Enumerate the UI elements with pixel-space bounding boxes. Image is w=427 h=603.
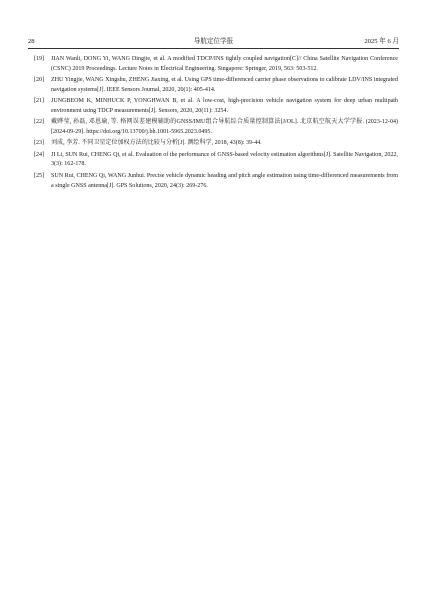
reference-text: ZHU Yingjie, WANG Xingshu, ZHENG Jiaxing, et al. Using GPS time-differenced carrier phase observations to calibrate LDV/INS integrated navigation systems[J]. IEEE Sensors Journal, 2020, 20(1): 405-414. [51, 77, 398, 93]
reference-item [28, 55, 398, 75]
reference-text: JIAN Wanli, DONG Yi, WANG Dingjie, et al. A modified TDCP/INS tightly coupled navigation[C]// China Satellite Navigation Conference (CSNC) 2019 Proceedings. Lecture Notes in Electrical Engineering. Singapore: Springer, 2019, 563: 503-512. [51, 56, 398, 72]
reference-text: JI Li, SUN Rui, CHENG Qi, et al. Evaluation of the performance of GNSS-based velocity estimation algorithms[J]. Satellite Navigation, 2022, 3(3): 162-178. [51, 151, 398, 168]
reference-text: SUN Rui, CHENG Qi, WANG Junhui. Precise vehicle dynamic heading and pitch angle estimation using time-differenced measurements from a single GNSS antenna[J]. GPS Solutions, 2020, 24(3): 269-276. [51, 172, 398, 189]
journal-title: 导航定位学报 [193, 38, 234, 45]
reference-number: [23] [34, 140, 45, 147]
reference-item [28, 76, 398, 96]
reference-number: [24] [34, 151, 45, 158]
reference-item [28, 151, 398, 171]
reference-item [28, 118, 398, 138]
reference-number: [20] [34, 77, 45, 84]
reference-text: 戴晔莹, 孙磊, 邓恩瑜, 等. 格网误差建模辅助的GNSS/IMU组合导航综合质量控制算法[J/OL]. 北京航空航天大学学报. (2023-12-04)[2024-09-29]. https://doi.org/10.13700/j.bh.1001-5965.2023.0495. [51, 119, 398, 136]
reference-text: 刘成, 李芳. 不同卫星定位加权方法的比较与分析[J]. 测绘科学, 2018, 43(8): 39-44. [51, 140, 262, 147]
reference-list [28, 55, 398, 193]
page-number: 28 [28, 38, 35, 45]
reference-number: [21] [34, 98, 45, 105]
reference-number: [19] [34, 56, 45, 62]
reference-item [28, 172, 398, 192]
reference-item [28, 97, 398, 117]
reference-number: [22] [34, 119, 45, 126]
reference-text: JUNGBEOM K, MINHUCK P, YONGHWAN B, et al. A low-cost, high-precision vehicle navigation system for deep urban multipath environment using TDCP measurements[J]. Sensors, 2020, 20(11): 3254. [51, 98, 398, 114]
reference-item [28, 139, 398, 149]
issue-date: 2025 年 6 月 [364, 38, 399, 45]
running-header [28, 36, 399, 49]
reference-number: [25] [34, 172, 45, 179]
